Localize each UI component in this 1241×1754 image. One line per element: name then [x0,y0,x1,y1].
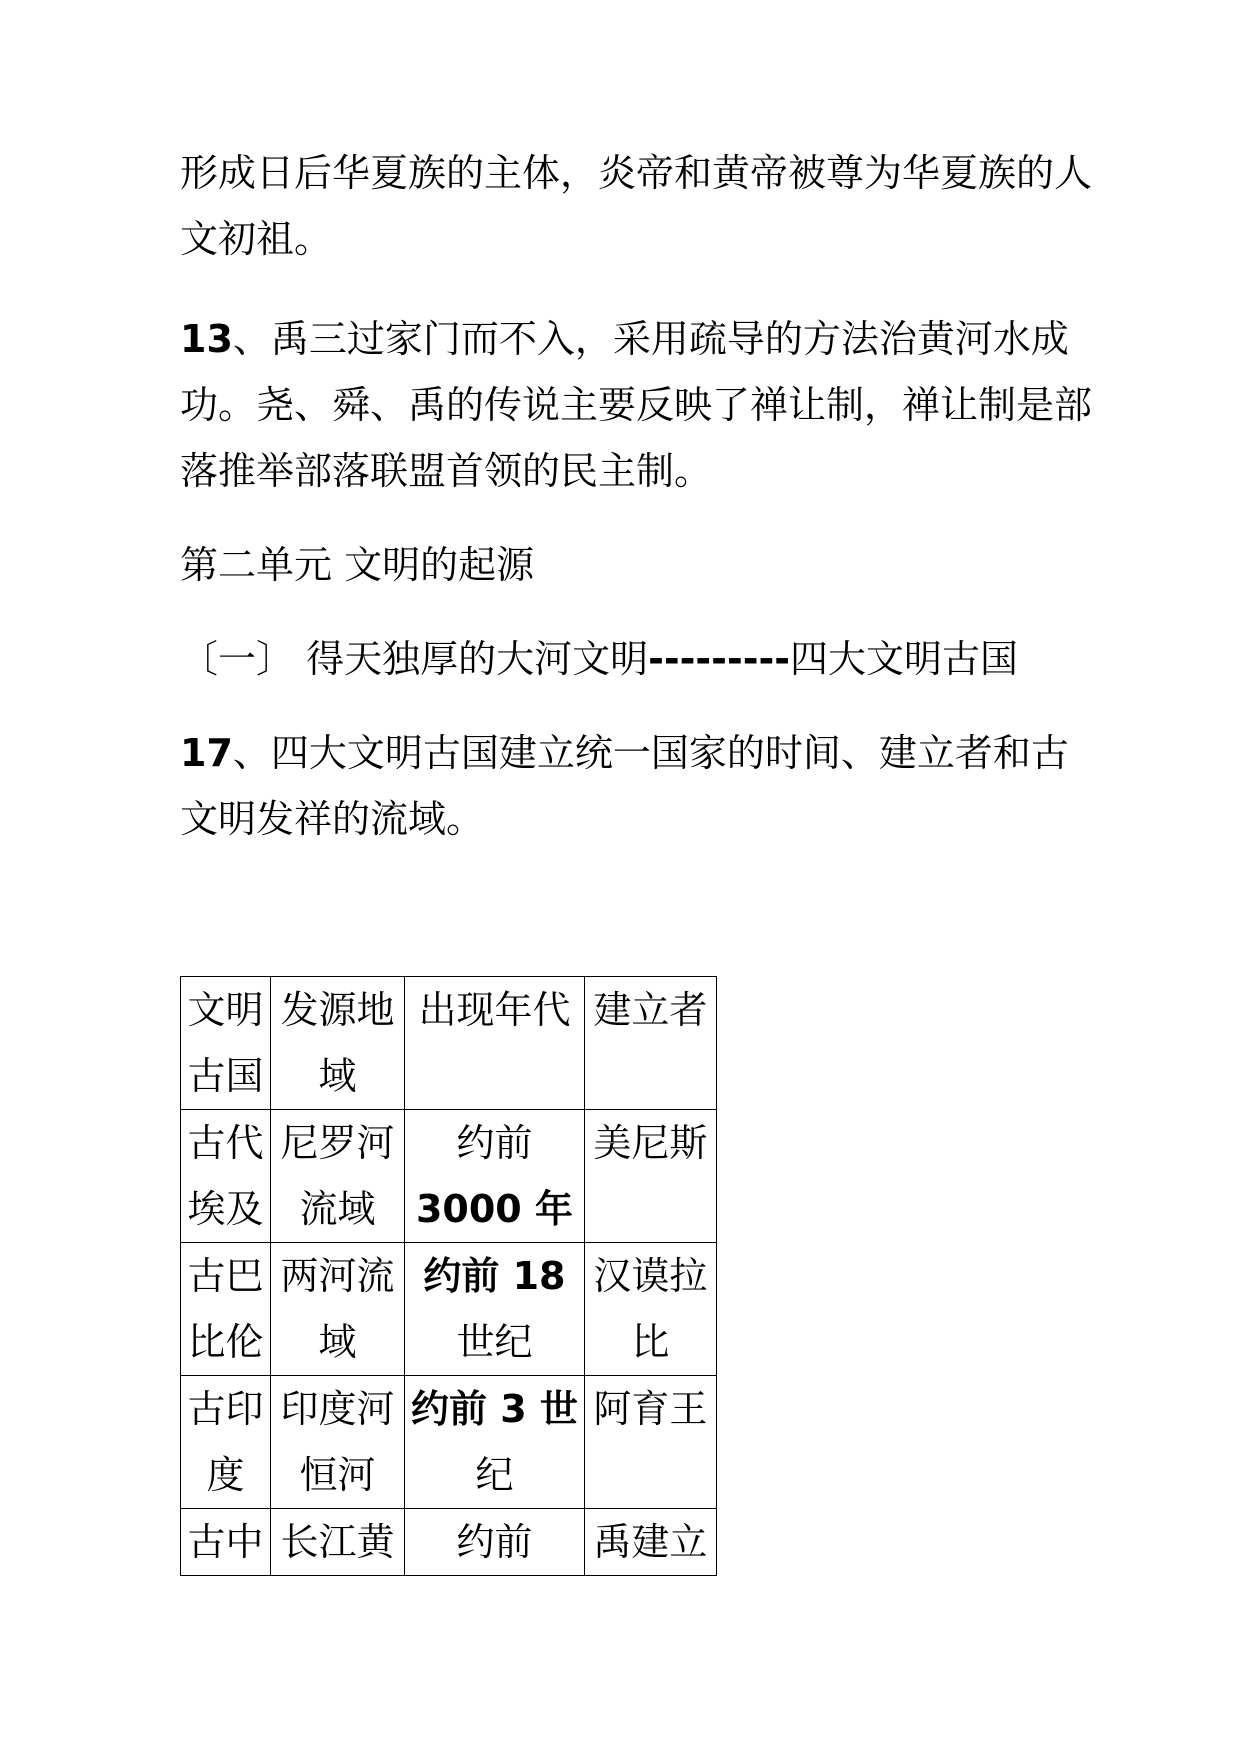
table-cell: 禹建立 [584,1509,716,1576]
paragraph-huaxia [180,140,1093,272]
paragraph-line: 文明发祥的流域。 [180,797,485,841]
table-row [181,1509,717,1576]
paragraph-line: 落推举部落联盟首领的民主制。 [180,449,713,493]
table-row [181,1110,717,1243]
table-cell: 约前 3000 年 [405,1110,585,1243]
table-cell: 约前 [405,1509,585,1576]
table-cell: 约前 18 世纪 [405,1243,585,1376]
table-row [181,1376,717,1509]
paragraph-line [180,306,1080,372]
paragraph-item-13 [180,306,1093,504]
table-cell: 古代 埃及 [181,1110,271,1243]
paragraph-line [180,720,1080,786]
section-title-line [180,626,1080,692]
header-cell: 发源地 域 [271,977,405,1110]
section-title [180,626,1080,692]
table-cell: 长江黄 [271,1509,405,1576]
header-cell: 建立者 [584,977,716,1110]
table-cell: 印度河 恒河 [271,1376,405,1509]
unit-title [180,532,1080,598]
header-cell: 出现年代 [405,977,585,1110]
table-cell: 两河流 域 [271,1243,405,1376]
header-cell: 文明 古国 [181,977,271,1110]
paragraph-line: 形成日后华夏族的主体，炎帝和黄帝被尊为华夏族的人 [180,151,1093,195]
table-header-row [181,977,717,1110]
table-cell: 美尼斯 [584,1110,716,1243]
table-cell: 古印 度 [181,1376,271,1509]
section-title-suffix: 四大文明古国 [790,637,1019,681]
paragraph-line: 功。尧、舜、禹的传说主要反映了禅让制，禅让制是部 [180,383,1093,427]
section-title-dashes: --------- [648,637,791,681]
table-cell: 古巴 比伦 [181,1243,271,1376]
paragraph-line: 文初祖。 [180,217,333,261]
paragraph-item-17 [180,720,1080,852]
item-number: 17 [180,731,233,775]
table-row [181,1243,717,1376]
paragraph-text: 、禹三过家门而不入，采用疏导的方法治黄河水成 [232,317,1069,361]
unit-title-text: 第二单元 文明的起源 [180,543,535,587]
table-cell: 约前 3 世 纪 [405,1376,585,1509]
paragraph-text: 、四大文明古国建立统一国家的时间、建立者和古 [232,731,1069,775]
table-cell: 阿育王 [584,1376,716,1509]
item-number: 13 [180,317,233,361]
table-cell: 古中 [181,1509,271,1576]
table-cell: 汉谟拉 比 [584,1243,716,1376]
section-title-prefix: 〔一〕 得天独厚的大河文明 [180,637,649,681]
civilizations-table [180,976,717,1576]
table-cell: 尼罗河 流域 [271,1110,405,1243]
